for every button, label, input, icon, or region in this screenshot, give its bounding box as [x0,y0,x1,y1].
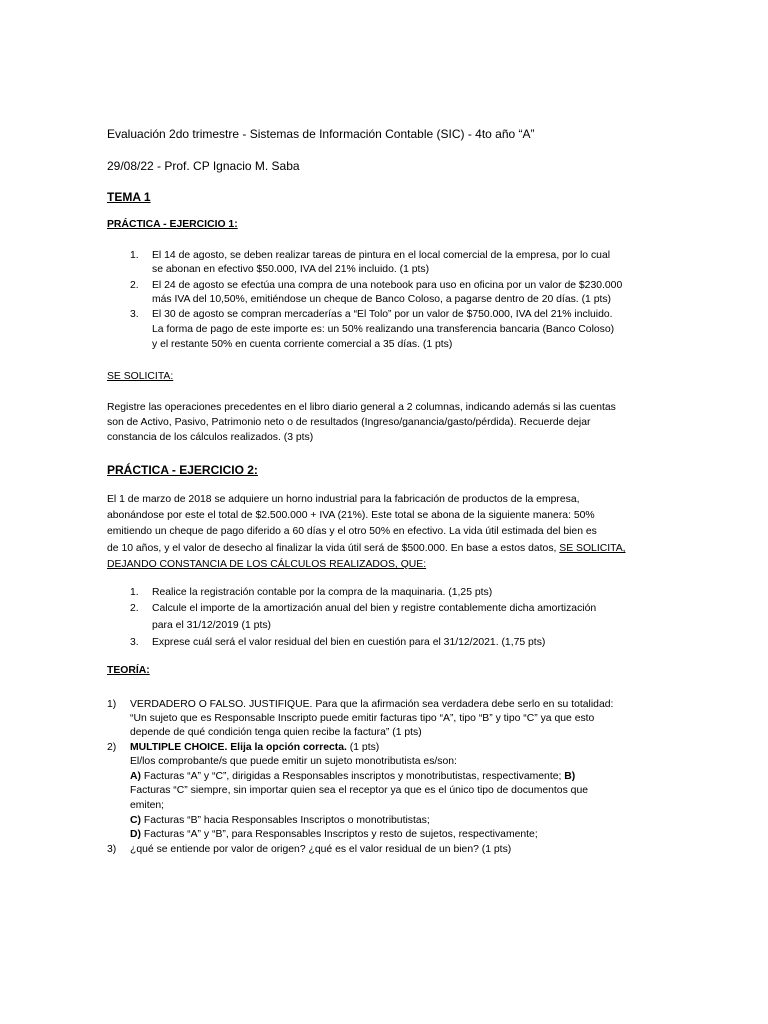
ej1-solicita-line-1: Registre las operaciones precedentes en el libro diario general a 2 columnas, indicando además si las cuentas [107,402,616,413]
ej2-solicita-line: DEJANDO CONSTANCIA DE LOS CÁLCULOS REALIZADOS, QUE: [107,559,427,570]
teoria-heading: TEORÍA: [107,665,150,676]
ej2-para-line-1: El 1 de marzo de 2018 se adquiere un horno industrial para la fabricación de productos de la empresa, [107,494,580,505]
ej1-item-1-line-1: El 14 de agosto, se deben realizar tareas de pintura en el local comercial de la empresa, por lo cual [152,250,611,261]
ej2-solicita-inline: SE SOLICITA, [559,543,626,554]
ej1-item-2-number: 2. [130,280,139,291]
ej2-item-3-line-1: Exprese cuál será el valor residual del bien en cuestión para el 31/12/2021. (1,75 pts) [152,637,546,648]
ej2-item-1-line-1: Realice la registración contable por la compra de la maquinaria. (1,25 pts) [152,587,493,598]
q2-title [130,741,379,755]
ej1-item-3-line-2: La forma de pago de este importe es: un 50% realizando una transferencia bancaria (Banco Coloso) [152,324,615,335]
ej1-item-3-number: 3. [130,309,139,320]
ej2-para-line-3: emitiendo un cheque de pago diferido a 60 días y el otro 50% en efectivo. La vida útil estimada del bien es [107,526,597,537]
ej1-item-2-line-1: El 24 de agosto se efectúa una compra de una notebook para uso en oficina por un valor de $230.000 [152,280,623,291]
q2-title-bold: MULTIPLE CHOICE. Elija la opción correcta. [130,742,347,753]
q2-number: 2) [107,742,117,753]
q2-option-b-line-1: Facturas “C” siempre, sin importar quien sea el receptor ya que es el único tipo de documentos que [130,785,588,796]
ej2-item-2-line-2: para el 31/12/2019 (1 pts) [152,620,271,631]
date-professor: 29/08/22 - Prof. CP Ignacio M. Saba [107,159,300,173]
q3-number: 3) [107,844,117,855]
ej1-solicita-line-3: constancia de los cálculos realizados. (3 pts) [107,432,314,443]
ej2-item-2-number: 2. [130,603,139,614]
ej1-item-1-number: 1. [130,250,139,261]
q1-number: 1) [107,699,117,710]
q1-line-3: depende de qué condición tenga quien recibe la factura” (1 pts) [130,727,422,738]
ej1-solicita-heading: SE SOLICITA: [107,371,174,382]
q2-title-points: (1 pts) [346,742,380,753]
ej2-para-line-2: abonándose por este el total de $2.500.000 + IVA (21%). Este total se abona de la siguiente manera: 50% [107,510,595,521]
q2-stem: El/los comprobante/s que puede emitir un sujeto monotributista es/son: [130,756,457,767]
ej1-item-3-line-1: El 30 de agosto se compran mercaderías a “El Tolo” por un valor de $750.000, IVA del 21% incluido. [152,309,613,320]
q2-option-d [130,828,538,842]
tema-heading: TEMA 1 [107,190,151,204]
ej2-item-2-line-1: Calcule el importe de la amortización anual del bien y registre contablemente dicha amortización [152,603,597,614]
q2-option-a-label: A) [130,771,141,782]
ej2-item-3-number: 3. [130,637,139,648]
q2-option-b-line-2: emiten; [130,800,165,811]
ej1-item-1-line-2: se abonan en efectivo $50.000, IVA del 21% incluido. (1 pts) [152,264,430,275]
ej2-heading: PRÁCTICA - EJERCICIO 2: [107,463,258,477]
q2-option-a-text: Facturas “A” y “C”, dirigidas a Responsables inscriptos y monotributistas, respectivamente; [140,771,565,782]
q2-option-b-label: B) [564,771,576,782]
q1-line-1: VERDADERO O FALSO. JUSTIFIQUE. Para que la afirmación sea verdadera debe serlo en su totalidad: [130,699,614,710]
q2-option-c [130,814,430,828]
ej1-heading: PRÁCTICA - EJERCICIO 1: [107,219,238,230]
ej2-para-line-4-text: de 10 años, y el valor de desecho al finalizar la vida útil será de $500.000. En base a estos datos, [107,543,560,554]
ej2-para-line-4 [107,542,626,556]
ej1-item-2-line-2: más IVA del 10,50%, emitiéndose un cheque de Banco Coloso, a pagarse dentro de 20 días. (1 pts) [152,294,612,305]
q2-option-c-label: C) [130,815,141,826]
q2-option-c-text: Facturas “B” hacia Responsables Inscriptos o monotributistas; [140,815,430,826]
q1-line-2: “Un sujeto que es Responsable Inscripto puede emitir facturas tipo “A”, tipo “B” y tipo “C” ya que esto [130,713,595,724]
q2-option-d-text: Facturas “A” y “B”, para Responsables Inscriptos y resto de sujetos, respectivamente; [140,829,538,840]
q2-option-a [130,770,575,784]
ej1-item-3-line-3: y el restante 50% en cuenta corriente comercial a 35 días. (1 pts) [152,339,453,350]
document-title: Evaluación 2do trimestre - Sistemas de Información Contable (SIC) - 4to año “A” [107,127,535,141]
q2-option-d-label: D) [130,829,141,840]
q3-text: ¿qué se entiende por valor de origen? ¿qué es el valor residual de un bien? (1 pts) [130,844,512,855]
ej2-item-1-number: 1. [130,587,139,598]
ej1-solicita-line-2: son de Activo, Pasivo, Patrimonio neto o de resultados (Ingreso/ganancia/gasto/pérdida). Recuerde dejar [107,417,591,428]
